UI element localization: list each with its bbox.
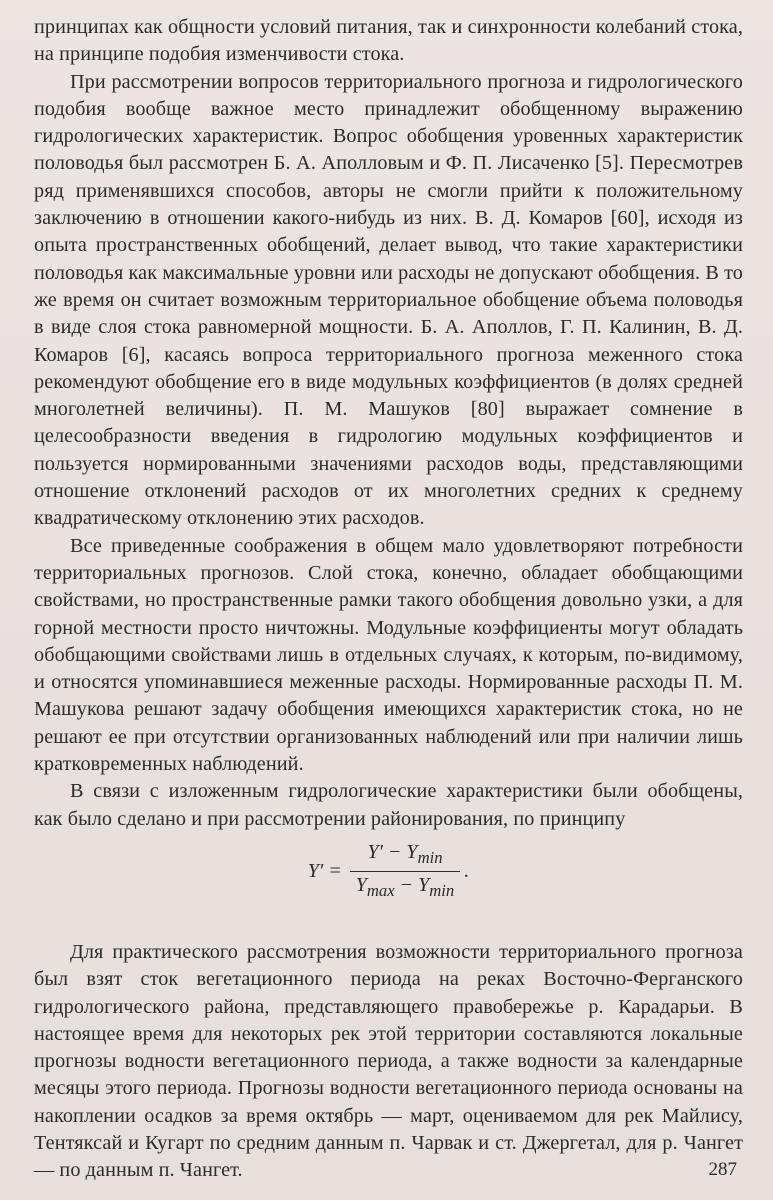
formula-period: . <box>464 860 470 883</box>
page-number: 287 <box>708 1159 737 1180</box>
formula-denominator: $Y_{max} - Y_{min}$ <box>355 874 455 901</box>
paragraph-continuation: принципах как общности условий питания, так и синхронности колебаний стока, на принципе подобия изменчивости стока. <box>34 16 743 66</box>
formula-fraction <box>350 839 460 904</box>
spacer <box>34 907 743 939</box>
paragraph-generalization-principle: В связи с изложенным гидрологические характеристики были обобщены, как было сделано и при рассмотрении районирования, по принципу <box>34 780 743 830</box>
formula-lhs: Y′ = <box>307 860 342 883</box>
paragraph-hydrological-similarity: При рассмотрении вопросов территориального прогноза и гидрологического подобия вообще важное место принадлежит обобщенному выражению гидрологических характеристик. Вопрос обобщения уровенных характеристик половодья был рассмотрен Б. А. Аполловым и Ф. П. Лисаченко [5]. Пересмотрев ряд применявшихся способов, авторы не смогли прийти к положительному заключению в отношении какого-нибудь из них. В. Д. Комаров [60], исходя из опыта пространственных обобщений, делает вывод, что такие характеристики половодья как максимальные уровни или расходы не допускают обобщения. В то же время он считает возможным территориальное обобщение объема половодья в виде слоя стока равномерной мощности. Б. А. Аполлов, Г. П. Калинин, В. Д. Комаров [6], касаясь вопроса территориального прогноза меженного стока рекомендуют обобщение его в виде модульных коэффициентов (в долях средней многолетней величины). П. М. Машуков [80] выражает сомнение в целесообразности введения в гидрологию модульных коэффициентов и пользуется нормированными значениями расходов воды, представляющими отношение отклонений расходов от их многолетних средних к среднему квадратическому отклонению этих расходов. <box>34 70 743 530</box>
paragraph-territorial-forecast: Для практического рассмотрения возможности территориального прогноза был взят сток вегетационного периода на реках Восточно-Ферганского гидрологического района, представляющего правобережье р. Карадарьи. В настоящее время для некоторых рек этой территории составляются локальные прогнозы водности вегетационного периода, а также водности за календарные месяцы этого периода. Прогнозы водности вегетационного периода основаны на накоплении осадков за время октябрь — март, оцениваемом для рек Майлису, Тентяксай и Кугарт по средним данным п. Чарвак и ст. Джергетал, для р. Чангет — по данным п. Чангет. <box>34 940 743 1182</box>
formula-numerator: $Y' - Y_{min}$ <box>367 841 443 868</box>
paragraph-considerations: Все приведенные соображения в общем мало удовлетворяют потребности территориальных прогнозов. Слой стока, конечно, обладает обобщающими свойствами, но пространственные рамки такого обобщения довольно узки, а для горной местности просто ничтожны. Модульные коэффициенты могут обладать обобщающими свойствами лишь в отдельных случаях, к которым, по-видимому, и относятся упоминавшиеся меженные расходы. Нормированные расходы П. М. Машукова решают задачу обобщения имеющихся характеристик стока, но не решают ее при отсутствии организованных наблюдений или при наличии лишь кратковременных наблюдений. <box>34 534 743 776</box>
normalization-formula <box>34 837 743 907</box>
